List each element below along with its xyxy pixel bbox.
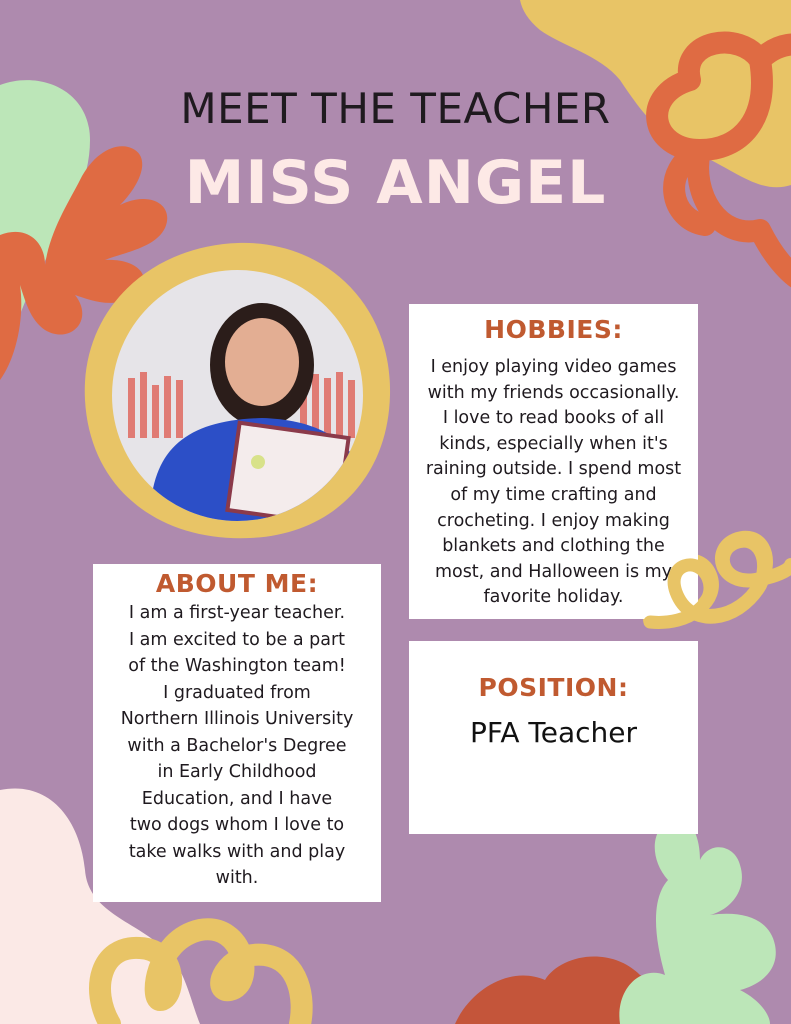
hobbies-text: I enjoy playing video games with my friends occasionally. I love to read books of all kinds, especially when it's raining outside. I spend most of my time crafting and crocheting. I enjoy making blankets and clothing the most, and Halloween is my favorite holiday. (425, 357, 682, 608)
position-card (409, 641, 698, 834)
about-me-card (93, 564, 381, 902)
teacher-name: MISS ANGEL (184, 148, 607, 218)
about-text: I am a first-year teacher. I am excited to be a part of the Washington team! I graduated from Northern Illinois University with a Bachelor's Degree in Early Childhood Education, and I have two dogs whom I love to take walks with and play with. (120, 603, 354, 888)
hobbies-card (409, 304, 698, 619)
position-value: PFA Teacher (469, 716, 638, 749)
hobbies-heading: HOBBIES: (484, 315, 623, 344)
position-heading: POSITION: (478, 673, 629, 702)
about-heading: ABOUT ME: (155, 569, 319, 598)
page-subtitle: MEET THE TEACHER (180, 84, 611, 133)
green-leaf-bottom-right (619, 818, 775, 1024)
